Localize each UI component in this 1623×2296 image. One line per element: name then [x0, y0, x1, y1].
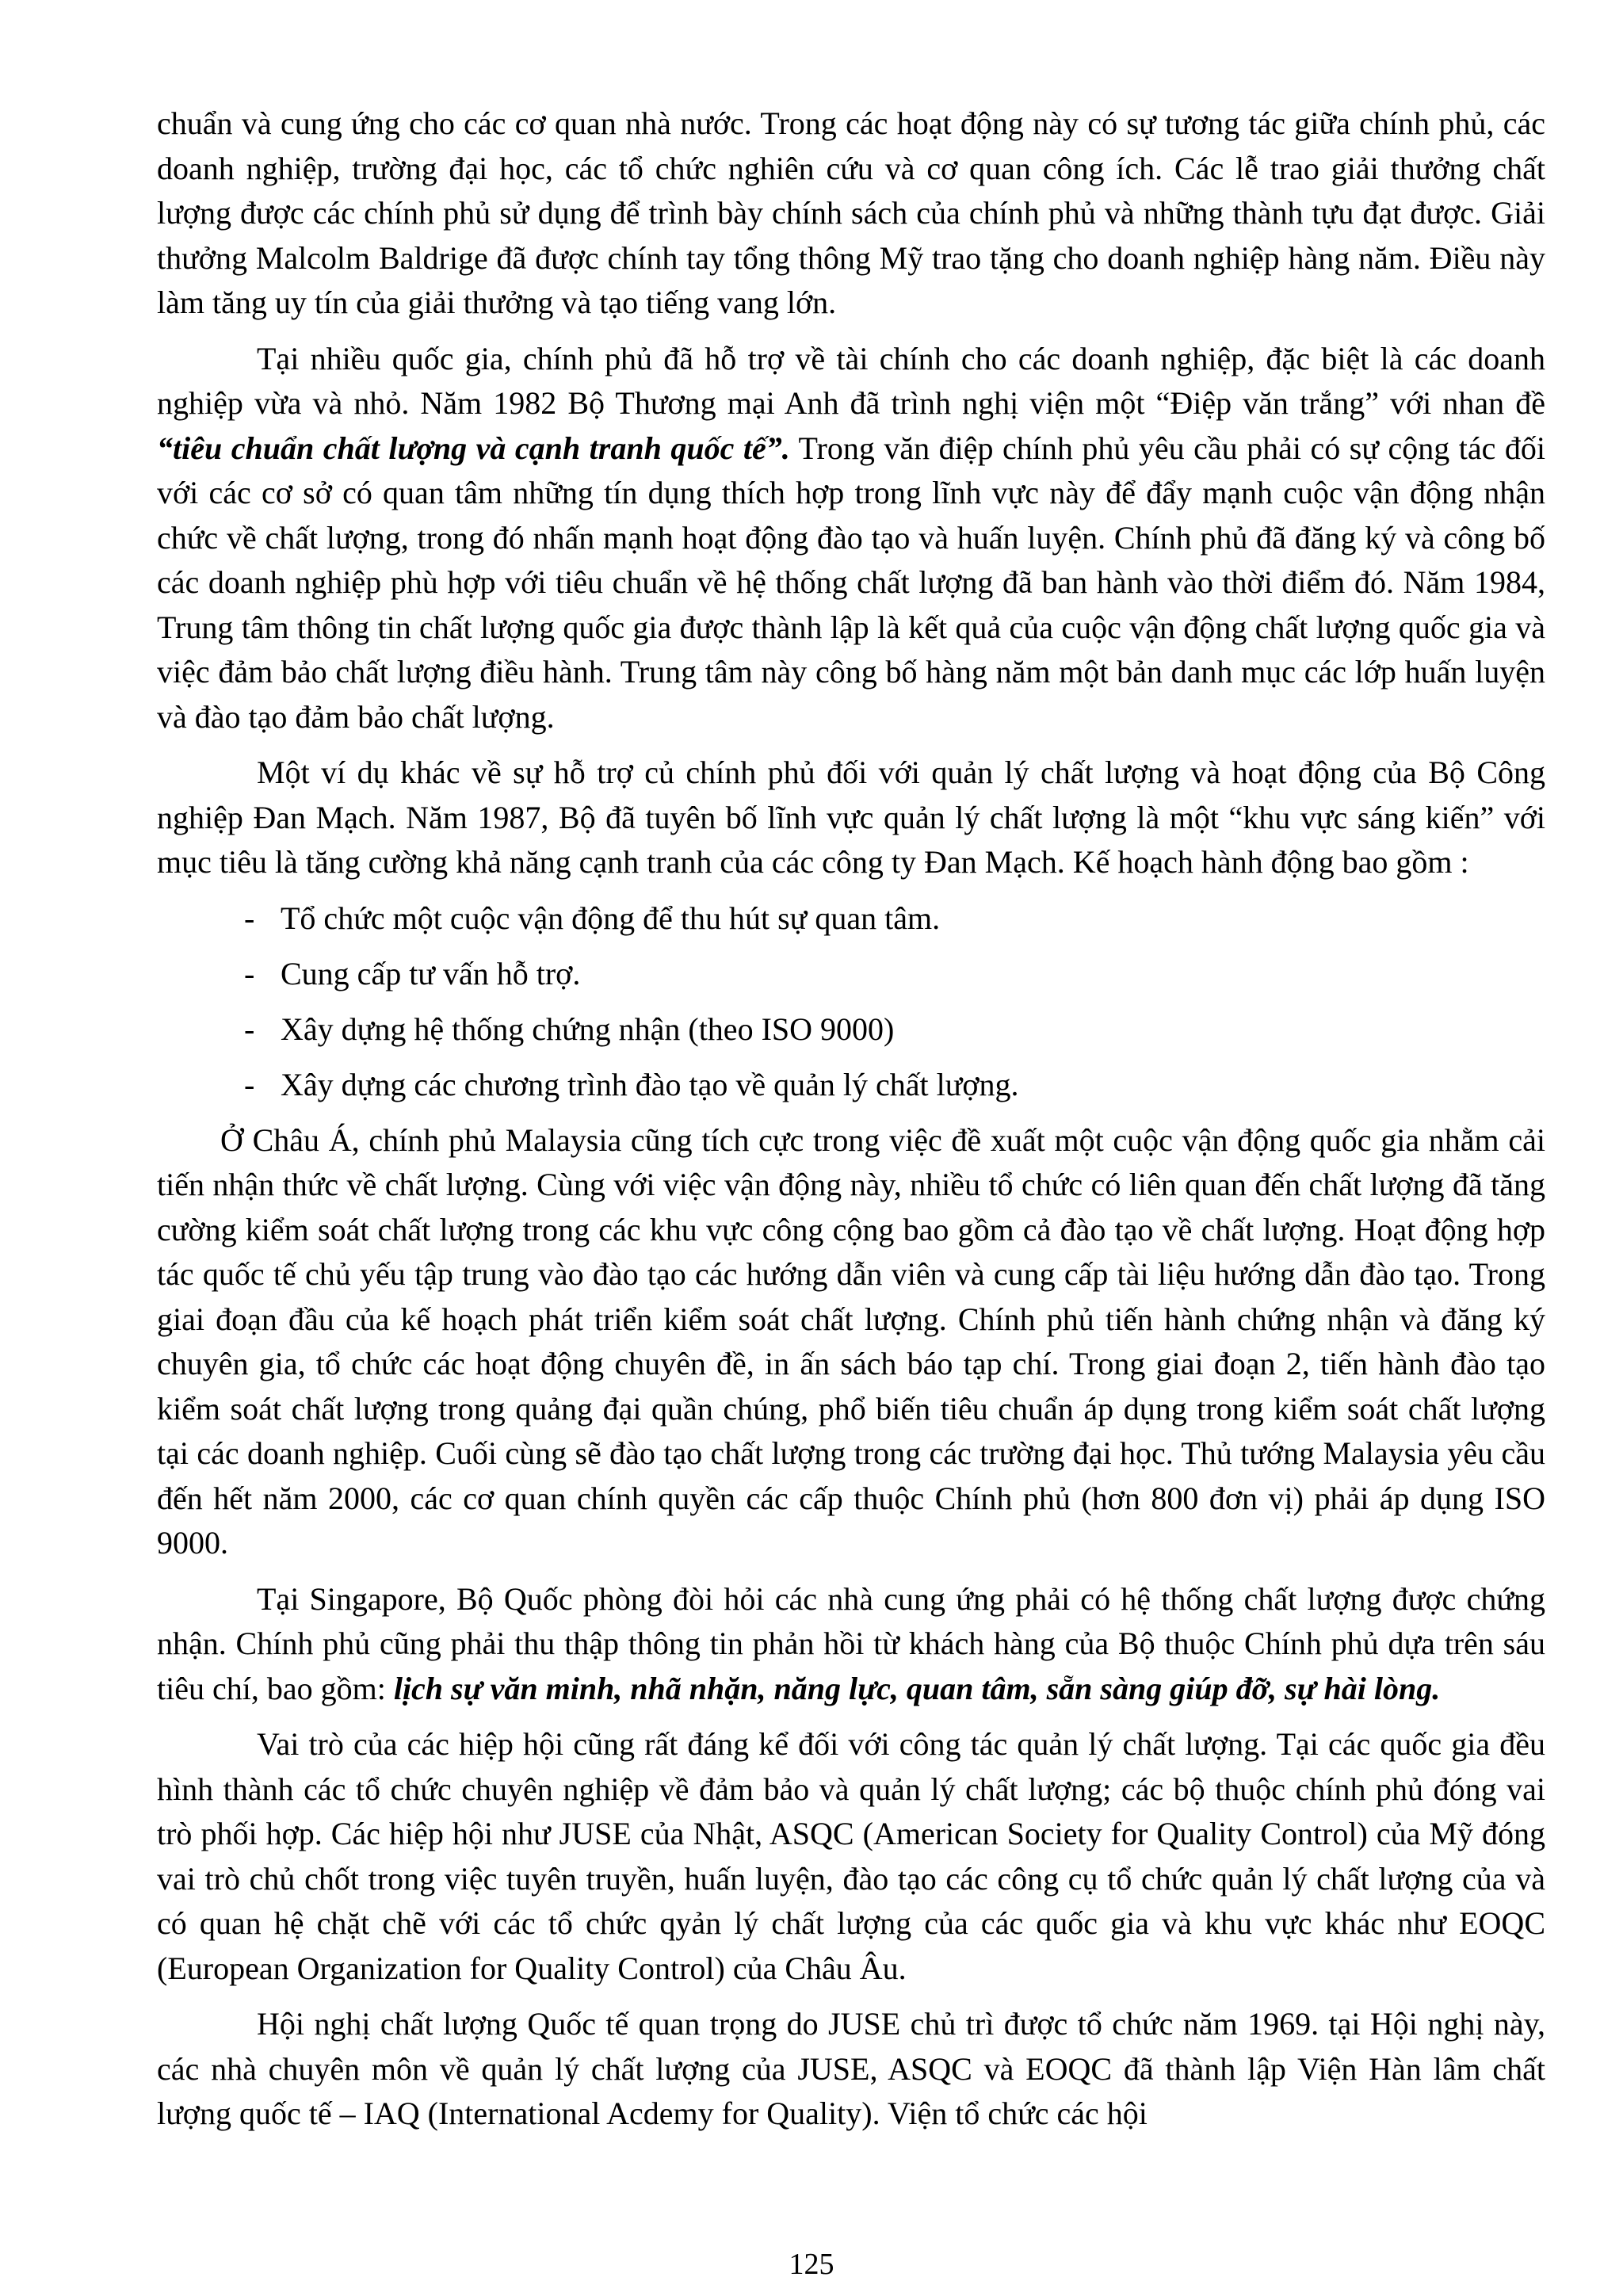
dash-bullet: -	[244, 1010, 255, 1047]
paragraph-2-text-a: Tại nhiều quốc gia, chính phủ đã hỗ trợ về tài chính cho các doanh nghiệp, đặc biệt là các doanh nghiệp vừa và nhỏ. Năm 1982 Bộ Thương mại Anh đã trình nghị viện một “Điệp văn trắng” với nhan đề	[157, 340, 1545, 421]
action-plan-list	[157, 896, 1545, 1107]
paragraph-7: Hội nghị chất lượng Quốc tế quan trọng do JUSE chủ trì được tổ chức năm 1969. tại Hội nghị này, các nhà chuyên môn về quản lý chất lượng của JUSE, ASQC và EOQC đã thành lập Viện Hàn lâm chất lượng quốc tế – IAQ (International Acdemy for Quality). Viện tổ chức các hội	[157, 2006, 1545, 2131]
list-item-text: Cung cấp tư vấn hỗ trợ.	[281, 955, 581, 991]
list-item-text: Xây dựng các chương trình đào tạo về quản lý chất lượng.	[281, 1066, 1019, 1102]
dash-bullet: -	[244, 1066, 255, 1102]
paragraph-5-text-a: Tại Singapore, Bộ Quốc phòng đòi hỏi các nhà cung ứng phải có hệ thống chất lượng được chứng nhận. Chính phủ cũng phải thu thập thông tin phản hồi từ khách hàng của Bộ thuộc Chính phủ dựa trên sáu tiêu chí, bao gồm:	[157, 1580, 1545, 1706]
list-item	[157, 1063, 1545, 1107]
list-item	[157, 1007, 1545, 1052]
paragraph-2-emphasis: “tiêu chuẩn chất lượng và cạnh tranh quốc tế”.	[157, 430, 790, 466]
paragraph-5	[157, 1577, 1545, 1712]
dash-bullet: -	[244, 955, 255, 991]
page-number: 125	[789, 2248, 834, 2281]
paragraph-4: Ở Châu Á, chính phủ Malaysia cũng tích cực trong việc đề xuất một cuộc vận động quốc gia nhằm cải tiến nhận thức về chất lượng. Cùng với việc vận động này, nhiều tổ chức có liên quan đến chất lượng đã tăng cường kiểm soát chất lượng trong các khu vực công cộng bao gồm cả đào tạo về chất lượng. Hoạt động hợp tác quốc tế chủ yếu tập trung vào đào tạo các hướng dẫn viên và cung cấp tài liệu hướng dẫn đào tạo. Trong giai đoạn đầu của kế hoạch phát triển kiểm soát chất lượng. Chính phủ tiến hành chứng nhận và đăng ký chuyên gia, tổ chức các hoạt động chuyên đề, in ấn sách báo tạp chí. Trong giai đoạn 2, tiến hành đào tạo kiểm soát chất lượng trong quảng đại quần chúng, phổ biến tiêu chuẩn áp dụng trong kiểm soát chất lượng tại các doanh nghiệp. Cuối cùng sẽ đào tạo chất lượng trong các trường đại học. Thủ tướng Malaysia yêu cầu đến hết năm 2000, các cơ quan chính quyền các cấp thuộc Chính phủ (hơn 800 đơn vị) phải áp dụng ISO 9000.	[157, 1121, 1545, 1561]
list-item	[157, 952, 1545, 996]
paragraph-2-text-c: Trong văn điệp chính phủ yêu cầu phải có sự cộng tác đối với các cơ sở có quan tâm những tín dụng thích hợp trong lĩnh vực này để đẩy mạnh cuộc vận động nhận chức về chất lượng, trong đó nhấn mạnh hoạt động đào tạo và huấn luyện. Chính phủ đã đăng ký và công bố các doanh nghiệp phù hợp với tiêu chuẩn về hệ thống chất lượng đã ban hành vào thời điểm đó. Năm 1984, Trung tâm thông tin chất lượng quốc gia được thành lập là kết quả của cuộc vận động chất lượng quốc gia và việc đảm bảo chất lượng điều hành. Trung tâm này công bố hàng năm một bản danh mục các lớp huấn luyện và đào tạo đảm bảo chất lượng.	[157, 430, 1545, 735]
list-item-text: Tổ chức một cuộc vận động để thu hút sự quan tâm.	[281, 900, 941, 936]
list-item-text: Xây dựng hệ thống chứng nhận (theo ISO 9000)	[281, 1010, 895, 1047]
paragraph-6: Vai trò của các hiệp hội cũng rất đáng kể đối với công tác quản lý chất lượng. Tại các quốc gia đều hình thành các tổ chức chuyên nghiệp về đảm bảo và quản lý chất lượng; các bộ thuộc chính phủ đóng vai trò phối hợp. Các hiệp hội như JUSE của Nhật, ASQC (American Society for Quality Control) của Mỹ đóng vai trò chủ chốt trong việc tuyên truyền, huấn luyện, đào tạo các công cụ tổ chức quản lý chất lượng của và có quan hệ chặt chẽ với các tổ chức qyản lý chất lượng của các quốc gia và khu vực khác như EOQC (European Organization for Quality Control) của Châu Âu.	[157, 1726, 1545, 1986]
paragraph-2	[157, 337, 1545, 740]
list-item	[157, 896, 1545, 941]
paragraph-5-emphasis: lịch sự văn minh, nhã nhặn, năng lực, quan tâm, sẵn sàng giúp đỡ, sự hài lòng.	[393, 1670, 1441, 1706]
paragraph-1: chuẩn và cung ứng cho các cơ quan nhà nước. Trong các hoạt động này có sự tương tác giữa chính phủ, các doanh nghiệp, trường đại học, các tổ chức nghiên cứu và cơ quan công ích. Các lễ trao giải thưởng chất lượng được các chính phủ sử dụng để trình bày chính sách của chính phủ và những thành tựu đạt được. Giải thưởng Malcolm Baldrige đã được chính tay tổng thông Mỹ trao tặng cho doanh nghiệp hàng năm. Điều này làm tăng uy tín của giải thưởng và tạo tiếng vang lớn.	[157, 105, 1545, 320]
dash-bullet: -	[244, 900, 255, 936]
paragraph-3: Một ví dụ khác về sự hỗ trợ củ chính phủ đối với quản lý chất lượng và hoạt động của Bộ Công nghiệp Đan Mạch. Năm 1987, Bộ đã tuyên bố lĩnh vực quản lý chất lượng là một “khu vực sáng kiến” với mục tiêu là tăng cường khả năng cạnh tranh của các công ty Đan Mạch. Kế hoạch hành động bao gồm :	[157, 755, 1545, 880]
document-body	[157, 101, 1545, 2148]
